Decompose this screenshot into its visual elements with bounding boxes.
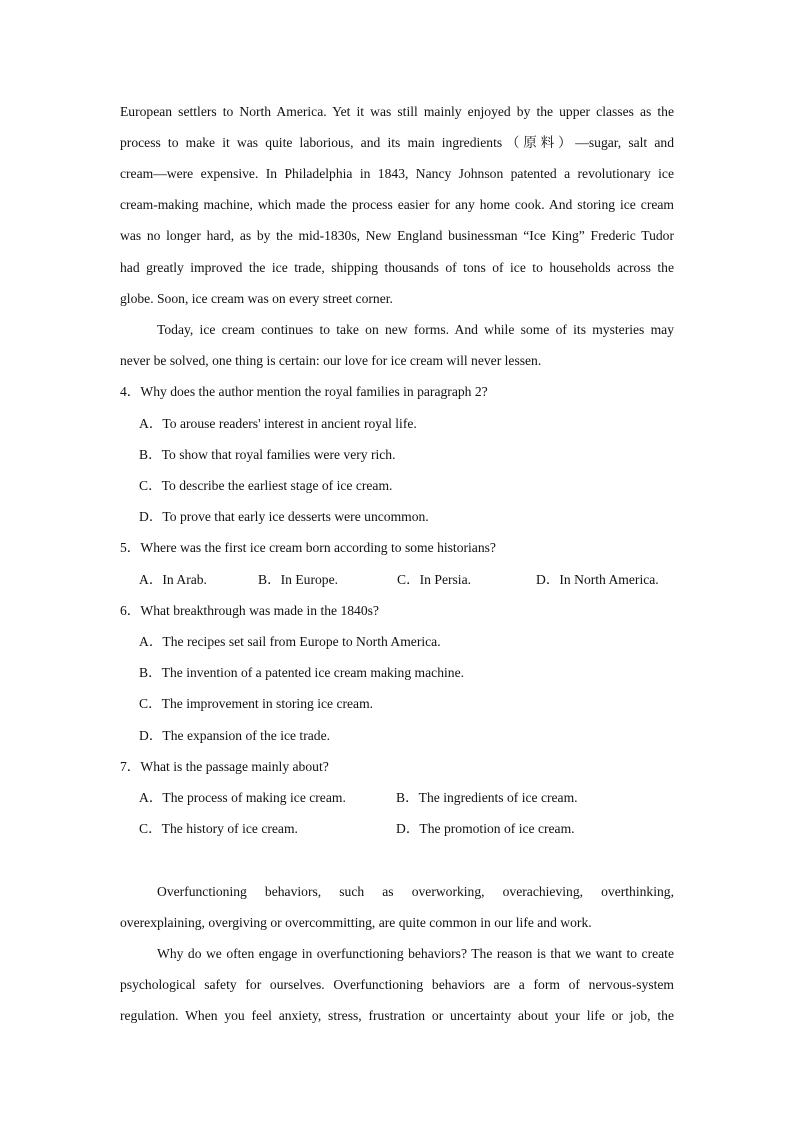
option-a: A．The recipes set sail from Europe to North America. [139, 634, 441, 649]
option-c: C．The history of ice cream. [139, 821, 298, 836]
option-a: A．In Arab. [139, 572, 207, 587]
option-c: C．In Persia. [397, 572, 472, 587]
option-b: B．The invention of a patented ice cream making machine. [139, 665, 464, 680]
option-d: D．In North America. [536, 572, 659, 587]
passage-line: cream—were expensive. In Philadelphia in 1843, Nancy Johnson patented a revolutionary ice [120, 166, 674, 181]
question-stem: 5．Where was the first ice cream born according to some historians? [120, 540, 496, 555]
option-d: D．The promotion of ice cream. [396, 821, 575, 836]
passage-line: was no longer hard, as by the mid-1830s, New England businessman “Ice King” Frederic Tudor [120, 228, 674, 243]
option-c: C．The improvement in storing ice cream. [139, 696, 374, 711]
passage-line: psychological safety for ourselves. Overfunctioning behaviors are a form of nervous-system [120, 977, 674, 992]
option-a: A．To arouse readers' interest in ancient royal life. [139, 416, 417, 431]
passage-line: globe. Soon, ice cream was on every street corner. [120, 291, 393, 306]
option-a: A．The process of making ice cream. [139, 790, 346, 805]
question-stem: 7．What is the passage mainly about? [120, 759, 329, 774]
passage-line: regulation. When you feel anxiety, stress, frustration or uncertainty about your life or job, the [120, 1008, 674, 1023]
passage-line: process to make it was quite laborious, and its main ingredients（原料）—sugar, salt and [120, 135, 674, 150]
passage-line: overexplaining, overgiving or overcommitting, are quite common in our life and work. [120, 915, 592, 930]
option-b: B．In Europe. [258, 572, 339, 587]
passage-line: cream-making machine, which made the process easier for any home cook. And storing ice cream [120, 197, 674, 212]
passage-line: Why do we often engage in overfunctioning behaviors? The reason is that we want to create [157, 946, 674, 961]
option-d: D．To prove that early ice desserts were uncommon. [139, 509, 429, 524]
option-b: B．To show that royal families were very rich. [139, 447, 396, 462]
passage-line: never be solved, one thing is certain: our love for ice cream will never lessen. [120, 353, 542, 368]
passage-line: Today, ice cream continues to take on new forms. And while some of its mysteries may [157, 322, 674, 337]
passage-line: European settlers to North America. Yet it was still mainly enjoyed by the upper classes as the [120, 104, 674, 119]
passage-line: Overfunctioning behaviors, such as overworking, overachieving, overthinking, [157, 884, 674, 899]
passage-line: had greatly improved the ice trade, shipping thousands of tons of ice to households across the [120, 260, 674, 275]
question-stem: 6．What breakthrough was made in the 1840s? [120, 603, 379, 618]
option-c: C．To describe the earliest stage of ice cream. [139, 478, 393, 493]
option-b: B．The ingredients of ice cream. [396, 790, 578, 805]
question-stem: 4．Why does the author mention the royal families in paragraph 2? [120, 384, 488, 399]
option-d: D．The expansion of the ice trade. [139, 728, 330, 743]
